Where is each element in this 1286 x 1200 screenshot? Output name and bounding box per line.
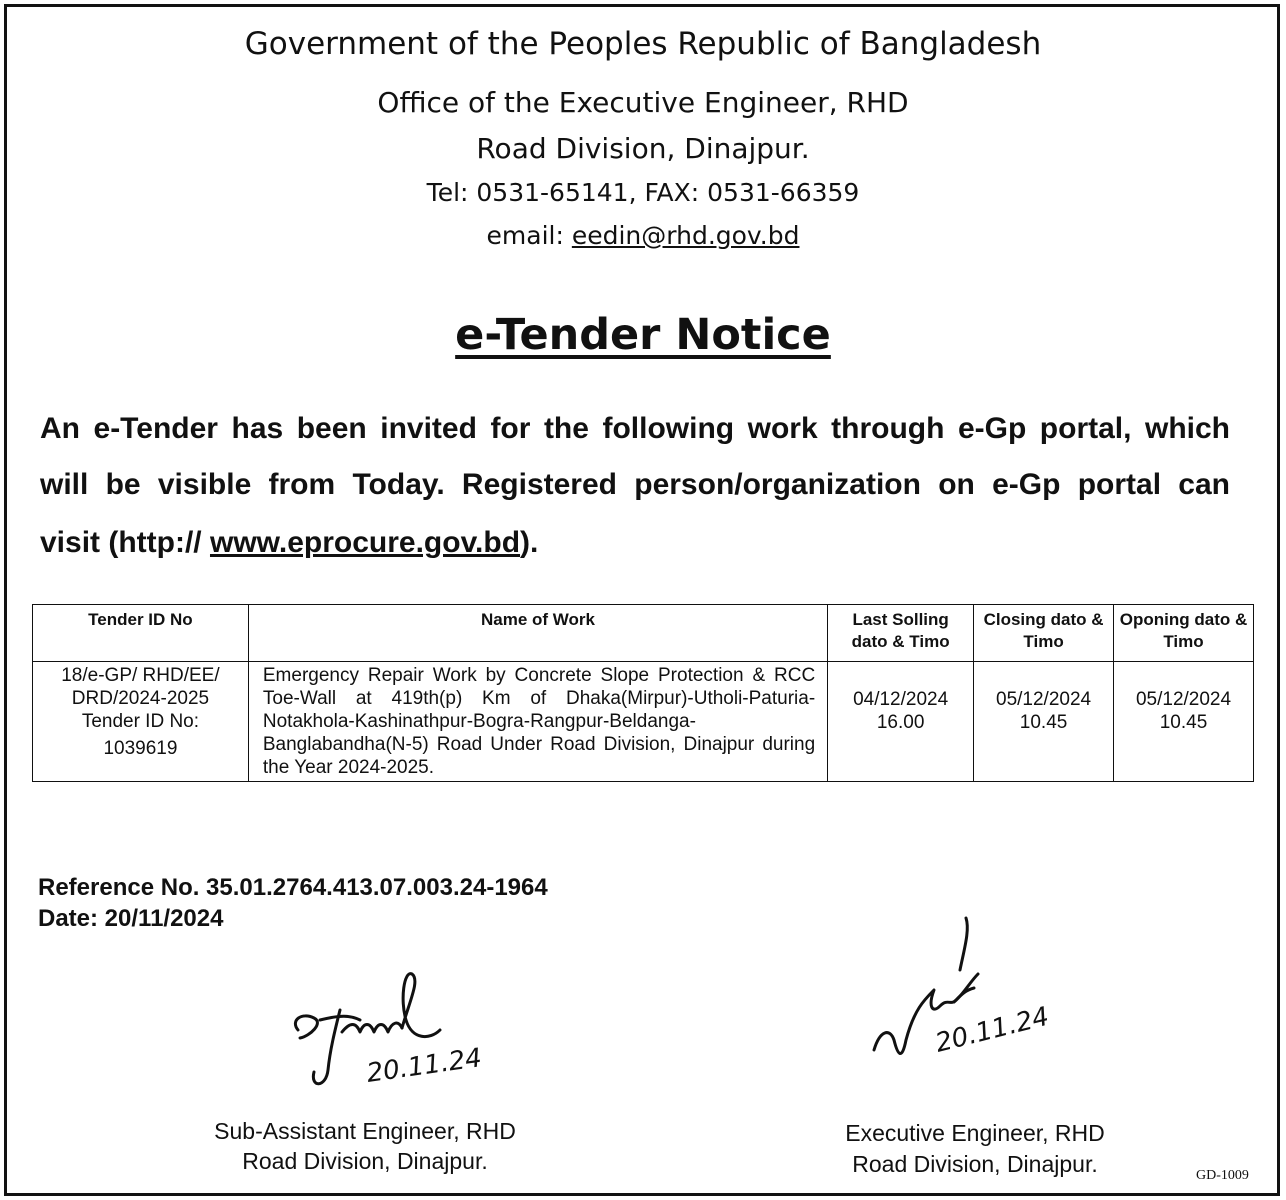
email-link[interactable]: eedin@rhd.gov.bd	[571, 221, 800, 250]
intro-line-1: An e-Tender has been invited for the following work through e-Gp portal, which	[40, 412, 1230, 445]
name-of-work-cell: Emergency Repair Work by Concrete Slope Protection & RCC Toe-Wall at 419th(p) Km of Dhaka(Mirpur)-Utholi-Paturia-Notakhola-Kashinathpur-Bogra-Rangpur-Beldanga-Banglabandha(N-5) Road Under Road Division, Dinajpur during the Year 2024-2025.	[248, 662, 827, 782]
right-signature-date: 20.11.24	[932, 1001, 1053, 1059]
closing-time: 10.45	[1019, 712, 1068, 733]
government-heading: Government of the Peoples Republic of Bangladesh	[244, 26, 1042, 62]
closing-date: 05/12/2024	[996, 689, 1092, 710]
col-header-tender-id: Tender ID No	[33, 605, 249, 662]
last-selling-time: 16.00	[876, 712, 925, 733]
table-header-row	[33, 605, 1254, 662]
tender-table	[32, 604, 1254, 782]
tender-id-cell	[33, 662, 249, 782]
sub-assistant-engineer-signature	[280, 960, 510, 1110]
col-header-closing: Closing dato & Timo	[974, 605, 1114, 662]
col-header-opening: Oponing dato & Timo	[1114, 605, 1254, 662]
col-header-name-of-work: Name of Work	[248, 605, 827, 662]
intro-line-3-suffix: ).	[520, 526, 539, 559]
opening-date: 05/12/2024	[1135, 689, 1232, 710]
intro-line-3	[40, 526, 1230, 560]
tender-id-value: 1039619	[103, 738, 178, 759]
email-line	[0, 221, 1286, 250]
right-signatory-division: Road Division, Dinajpur.	[852, 1151, 1098, 1177]
reference-date: Date: 20/11/2024	[38, 905, 224, 932]
executive-engineer-signature	[866, 910, 1066, 1080]
left-signatory-division: Road Division, Dinajpur.	[242, 1148, 488, 1174]
table-row	[33, 662, 1254, 782]
intro-line-3-prefix: visit (http://	[40, 526, 210, 559]
right-signatory-title: Executive Engineer, RHD	[845, 1120, 1105, 1146]
closing-cell	[974, 662, 1114, 782]
notice-title: e-Tender Notice	[455, 310, 831, 360]
left-signature-date: 20.11.24	[364, 1043, 484, 1089]
eprocure-link[interactable]: www.eprocure.gov.bd	[209, 526, 521, 559]
email-label: email:	[486, 221, 572, 250]
last-selling-date: 04/12/2024	[853, 689, 949, 710]
office-heading: Office of the Executive Engineer, RHD	[377, 86, 909, 119]
left-signatory-title: Sub-Assistant Engineer, RHD	[214, 1118, 516, 1144]
tel-fax-line: Tel: 0531-65141, FAX: 0531-66359	[426, 178, 860, 207]
division-heading: Road Division, Dinajpur.	[476, 132, 810, 165]
opening-time: 10.45	[1159, 712, 1208, 733]
opening-cell	[1114, 662, 1254, 782]
last-selling-cell	[828, 662, 974, 782]
col-header-last-selling: Last Solling dato & Timo	[828, 605, 974, 662]
reference-number: Reference No. 35.01.2764.413.07.003.24-1964	[38, 874, 548, 901]
document-code: GD-1009	[1196, 1168, 1249, 1183]
intro-line-2: will be visible from Today. Registered person/organization on e-Gp portal can	[40, 468, 1230, 501]
tender-id-label: Tender ID No:	[81, 711, 200, 732]
tender-id-ref: 18/e-GP/ RHD/EE/ DRD/2024-2025	[61, 665, 220, 709]
